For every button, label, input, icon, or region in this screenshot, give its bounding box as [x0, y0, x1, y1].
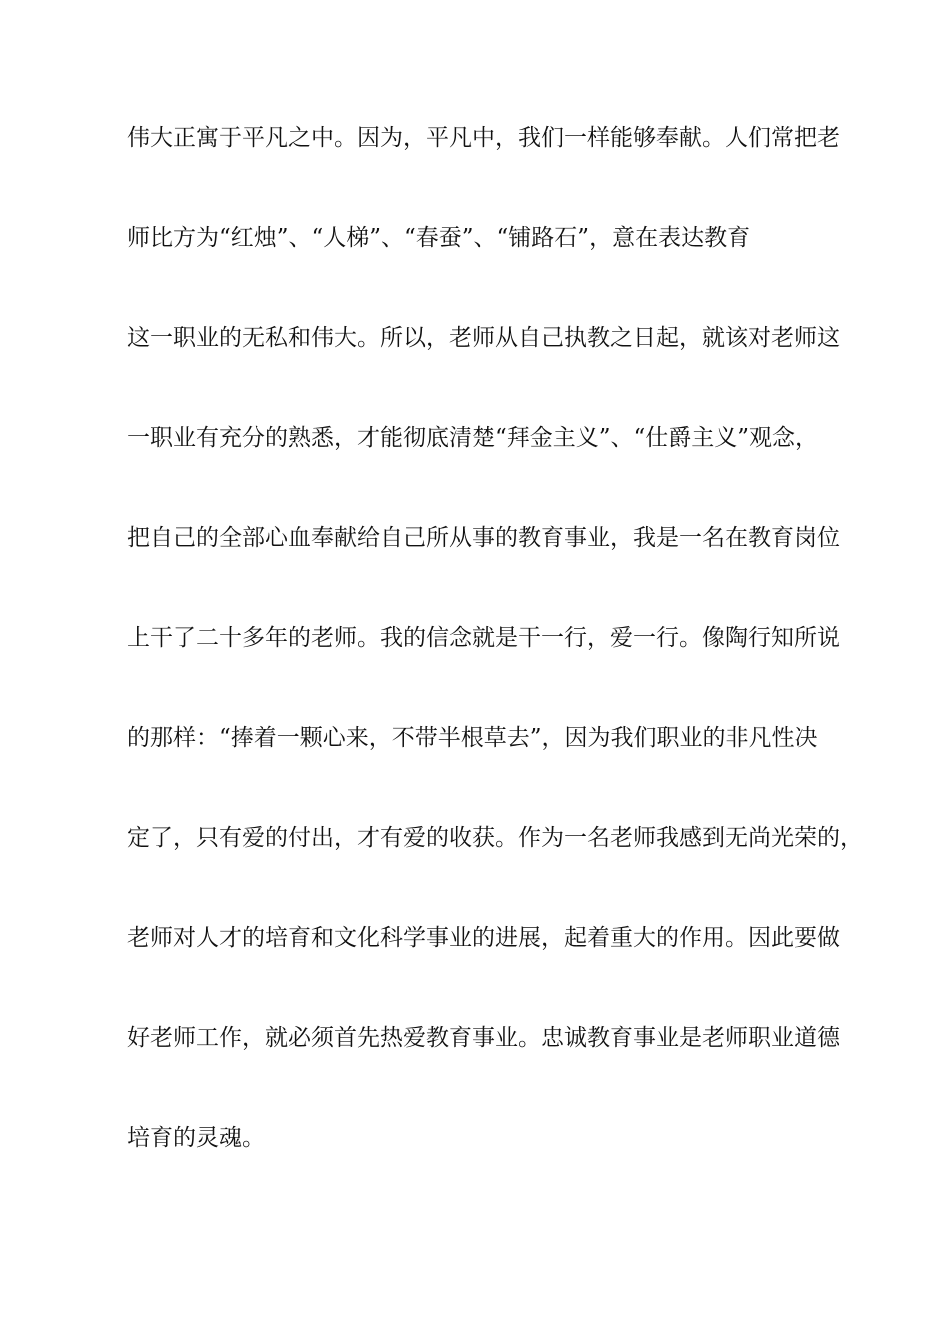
text-line: 老师对人才的培育和文化科学事业的进展，起着重大的作用。因此要做	[127, 925, 840, 951]
text-line: 把自己的全部心血奉献给自己所从事的教育事业，我是一名在教育岗位	[127, 525, 840, 551]
text-line: 的那样：“捧着一颗心来，不带半根草去”，因为我们职业的非凡性决	[127, 725, 818, 751]
text-line: 一职业有充分的熟悉，才能彻底清楚“拜金主义”、“仕爵主义”观念，	[127, 425, 819, 451]
text-line: 上干了二十多年的老师。我的信念就是干一行，爱一行。像陶行知所说	[127, 625, 840, 651]
text-line: 师比方为“红烛”、“人梯”、“春蚕”、“铺路石”，意在表达教育	[127, 225, 751, 251]
text-line: 这一职业的无私和伟大。所以，老师从自己执教之日起，就该对老师这	[127, 325, 840, 351]
text-line: 培育的灵魂。	[127, 1125, 265, 1151]
body-paragraph	[127, 112, 863, 1212]
text-line: 定了，只有爱的付出，才有爱的收获。作为一名老师我感到无尚光荣的，	[127, 825, 863, 851]
text-line: 伟大正寓于平凡之中。因为，平凡中，我们一样能够奉献。人们常把老	[127, 125, 840, 151]
text-line: 好老师工作，就必须首先热爱教育事业。忠诚教育事业是老师职业道德	[127, 1025, 840, 1051]
